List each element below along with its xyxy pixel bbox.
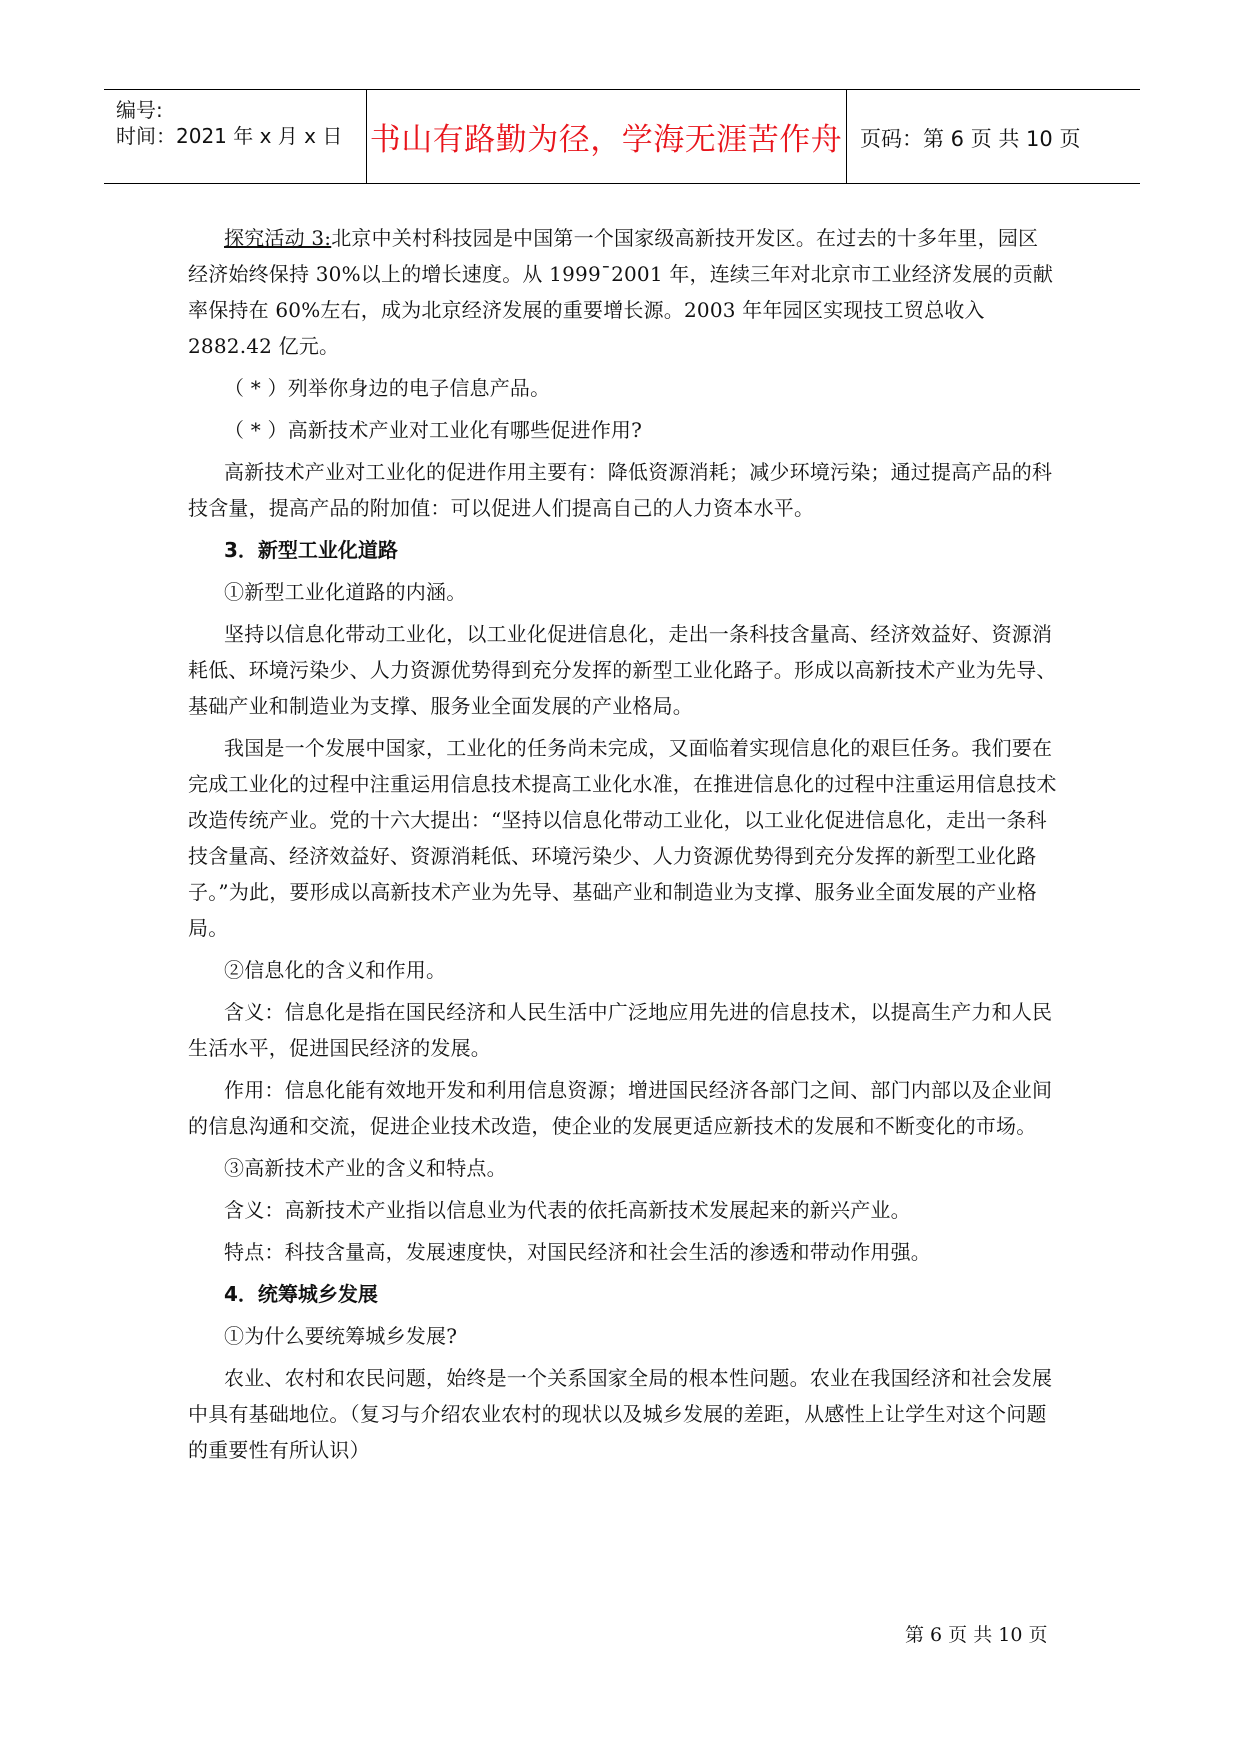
question-1: （ * ）列举你身边的电子信息产品。 — [224, 376, 551, 400]
section-heading-3: 3．新型工业化道路 — [224, 538, 398, 562]
header-page-code: 页码：第 6 页 共 10 页 — [860, 127, 1081, 151]
paragraph-3-3: 含义：信息化是指在国民经济和人民生活中广泛地应用先进的信息技术，以提高生产力和人民生活水平，促进国民经济的发展。 — [188, 1000, 1053, 1060]
document-time: 时间：2021 年 x 月 x 日 — [116, 124, 343, 148]
section-heading-4: 4．统筹城乡发展 — [224, 1282, 378, 1306]
question-2: （ * ）高新技术产业对工业化有哪些促进作用? — [224, 418, 643, 442]
header-motto: 书山有路勤为径，学海无涯苦作舟 — [369, 122, 843, 158]
paragraph-3-4: 作用：信息化能有效地开发和利用信息资源；增进国民经济各部门之间、部门内部以及企业间的信息沟通和交流，促进企业技术改造，使企业的发展更适应新技术的发展和不断变化的市场。 — [188, 1078, 1053, 1138]
page-footer: 第 6 页 共 10 页 — [905, 1624, 1048, 1646]
document-body — [188, 220, 1058, 1474]
paragraph-3-1: 坚持以信息化带动工业化，以工业化促进信息化，走出一条科技含量高、经济效益好、资源消耗低、环境污染少、人力资源优势得到充分发挥的新型工业化路子。形成以高新技术产业为先导、基础产业和制造业为支撑、服务业全面发展的产业格局。 — [188, 622, 1057, 718]
activity-label: 探究活动 3: — [224, 226, 332, 250]
paragraph-4-1: 农业、农村和农民问题，始终是一个关系国家全局的根本性问题。农业在我国经济和社会发展中具有基础地位。（复习与介绍农业农村的现状以及城乡发展的差距，从感性上让学生对这个问题的重要性有所认识） — [188, 1366, 1053, 1462]
subsection-3-1: ①新型工业化道路的内涵。 — [224, 580, 467, 604]
subsection-3-2: ②信息化的含义和作用。 — [224, 958, 447, 982]
subsection-4-1: ①为什么要统筹城乡发展? — [224, 1324, 458, 1348]
answer-2: 高新技术产业对工业化的促进作用主要有：降低资源消耗；减少环境污染；通过提高产品的科技含量，提高产品的附加值：可以促进人们提高自己的人力资本水平。 — [188, 460, 1053, 520]
header-meta-cell — [104, 90, 367, 183]
page-header — [104, 89, 1140, 184]
header-motto-cell — [366, 90, 847, 183]
header-page-cell — [846, 90, 1140, 183]
document-number-label: 编号: — [116, 98, 163, 122]
paragraph-3-6: 特点：科技含量高，发展速度快，对国民经济和社会生活的渗透和带动作用强。 — [224, 1240, 931, 1264]
paragraph-3-2: 我国是一个发展中国家，工业化的任务尚未完成，又面临着实现信息化的艰巨任务。我们要在完成工业化的过程中注重运用信息技术提高工业化水准，在推进信息化的过程中注重运用信息技术改造传统产业。党的十六大提出：“坚持以信息化带动工业化，以工业化促进信息化，走出一条科技含量高、经济效益好、资源消耗低、环境污染少、人力资源优势得到充分发挥的新型工业化路子。”为此，要形成以高新技术产业为先导、基础产业和制造业为支撑、服务业全面发展的产业格局。 — [188, 736, 1057, 940]
activity-text: 北京中关村科技园是中国第一个国家级高新技开发区。在过去的十多年里，园区经济始终保持 30%以上的增长速度。从 1999¯2001 年，连续三年对北京市工业经济发展的贡献率保持在 60%左右，成为北京经济发展的重要增长源。2003 年年园区实现技工贸总收入 2882.42 亿元。 — [188, 226, 1054, 358]
activity-paragraph — [188, 220, 1058, 364]
subsection-3-3: ③高新技术产业的含义和特点。 — [224, 1156, 507, 1180]
paragraph-3-5: 含义：高新技术产业指以信息业为代表的依托高新技术发展起来的新兴产业。 — [224, 1198, 911, 1222]
